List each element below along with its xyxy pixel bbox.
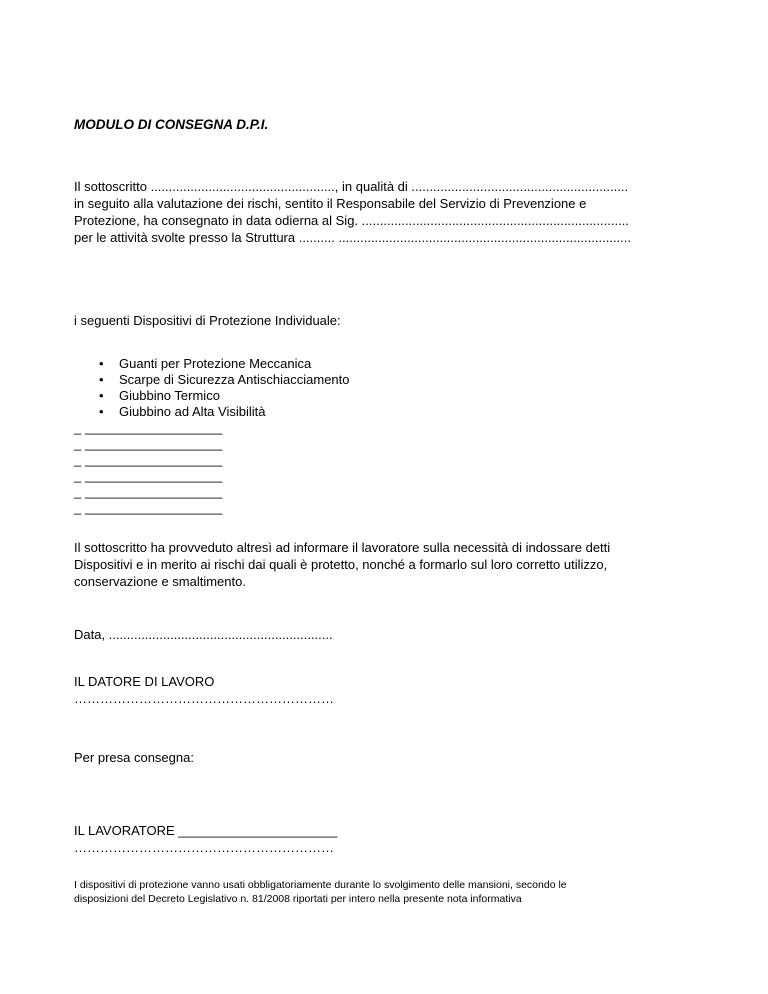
footnote <box>74 878 694 906</box>
receipt-label: Per presa consegna: <box>74 750 194 765</box>
employer-signature-line: …………………………………………………… <box>74 691 334 706</box>
date-line: Data, .............................................................. <box>74 627 333 642</box>
device-label: Giubbino Termico <box>119 388 220 403</box>
list-item <box>74 404 350 420</box>
blank-line: _ ___________________ <box>74 452 223 467</box>
blank-line: _ ___________________ <box>74 468 223 483</box>
bullet-icon: • <box>99 372 104 387</box>
footnote-line: disposizioni del Decreto Legislativo n. 81/2008 riportati per intero nella presente nota informativa <box>74 893 522 905</box>
intro-line: Protezione, ha consegnato in data odierna al Sig. .......................................................................... <box>74 213 629 228</box>
intro-line: in seguito alla valutazione dei rischi, sentito il Responsabile del Servizio di Prevenzione e <box>74 196 587 211</box>
device-label: Guanti per Protezione Meccanica <box>119 356 312 371</box>
worker-label: IL LAVORATORE ______________________ <box>74 823 338 838</box>
blank-line: _ ___________________ <box>74 436 223 451</box>
blank-line: _ ___________________ <box>74 500 223 515</box>
employer-signature-block <box>74 673 334 707</box>
footnote-line: I dispositivi di protezione vanno usati obbligatoriamente durante lo svolgimento delle mansioni, secondo le <box>74 879 567 891</box>
bullet-icon: • <box>99 388 104 403</box>
device-label: Giubbino ad Alta Visibilità <box>119 404 266 419</box>
blank-line: _ ___________________ <box>74 484 223 499</box>
devices-heading: i seguenti Dispositivi di Protezione Individuale: <box>74 313 341 328</box>
document-title: MODULO DI CONSEGNA D.P.I. <box>74 117 269 132</box>
statement-paragraph <box>74 539 694 590</box>
intro-line: per le attività svolte presso la Struttura .......... ................................................................................. <box>74 230 632 245</box>
blank-line: _ ___________________ <box>74 420 223 435</box>
bullet-icon: • <box>99 356 104 371</box>
list-item <box>74 356 350 372</box>
statement-line: conservazione e smaltimento. <box>74 574 246 589</box>
list-item <box>74 388 350 404</box>
intro-paragraph <box>74 178 694 246</box>
device-label: Scarpe di Sicurezza Antischiacciamento <box>119 372 350 387</box>
worker-signature-block <box>74 822 337 856</box>
intro-line: Il sottoscritto ..................................................., in qualità di ............................................................ <box>74 179 629 194</box>
employer-label: IL DATORE DI LAVORO <box>74 674 215 689</box>
statement-line: Il sottoscritto ha provveduto altresì ad informare il lavoratore sulla necessità di indossare detti <box>74 540 611 555</box>
worker-signature-line: …………………………………………………… <box>74 840 334 855</box>
device-list <box>74 356 350 420</box>
list-item <box>74 372 350 388</box>
blank-device-lines <box>74 420 222 516</box>
bullet-icon: • <box>99 404 104 419</box>
statement-line: Dispositivi e in merito ai rischi dai quali è protetto, nonché a formarlo sul loro corretto utilizzo, <box>74 557 608 572</box>
